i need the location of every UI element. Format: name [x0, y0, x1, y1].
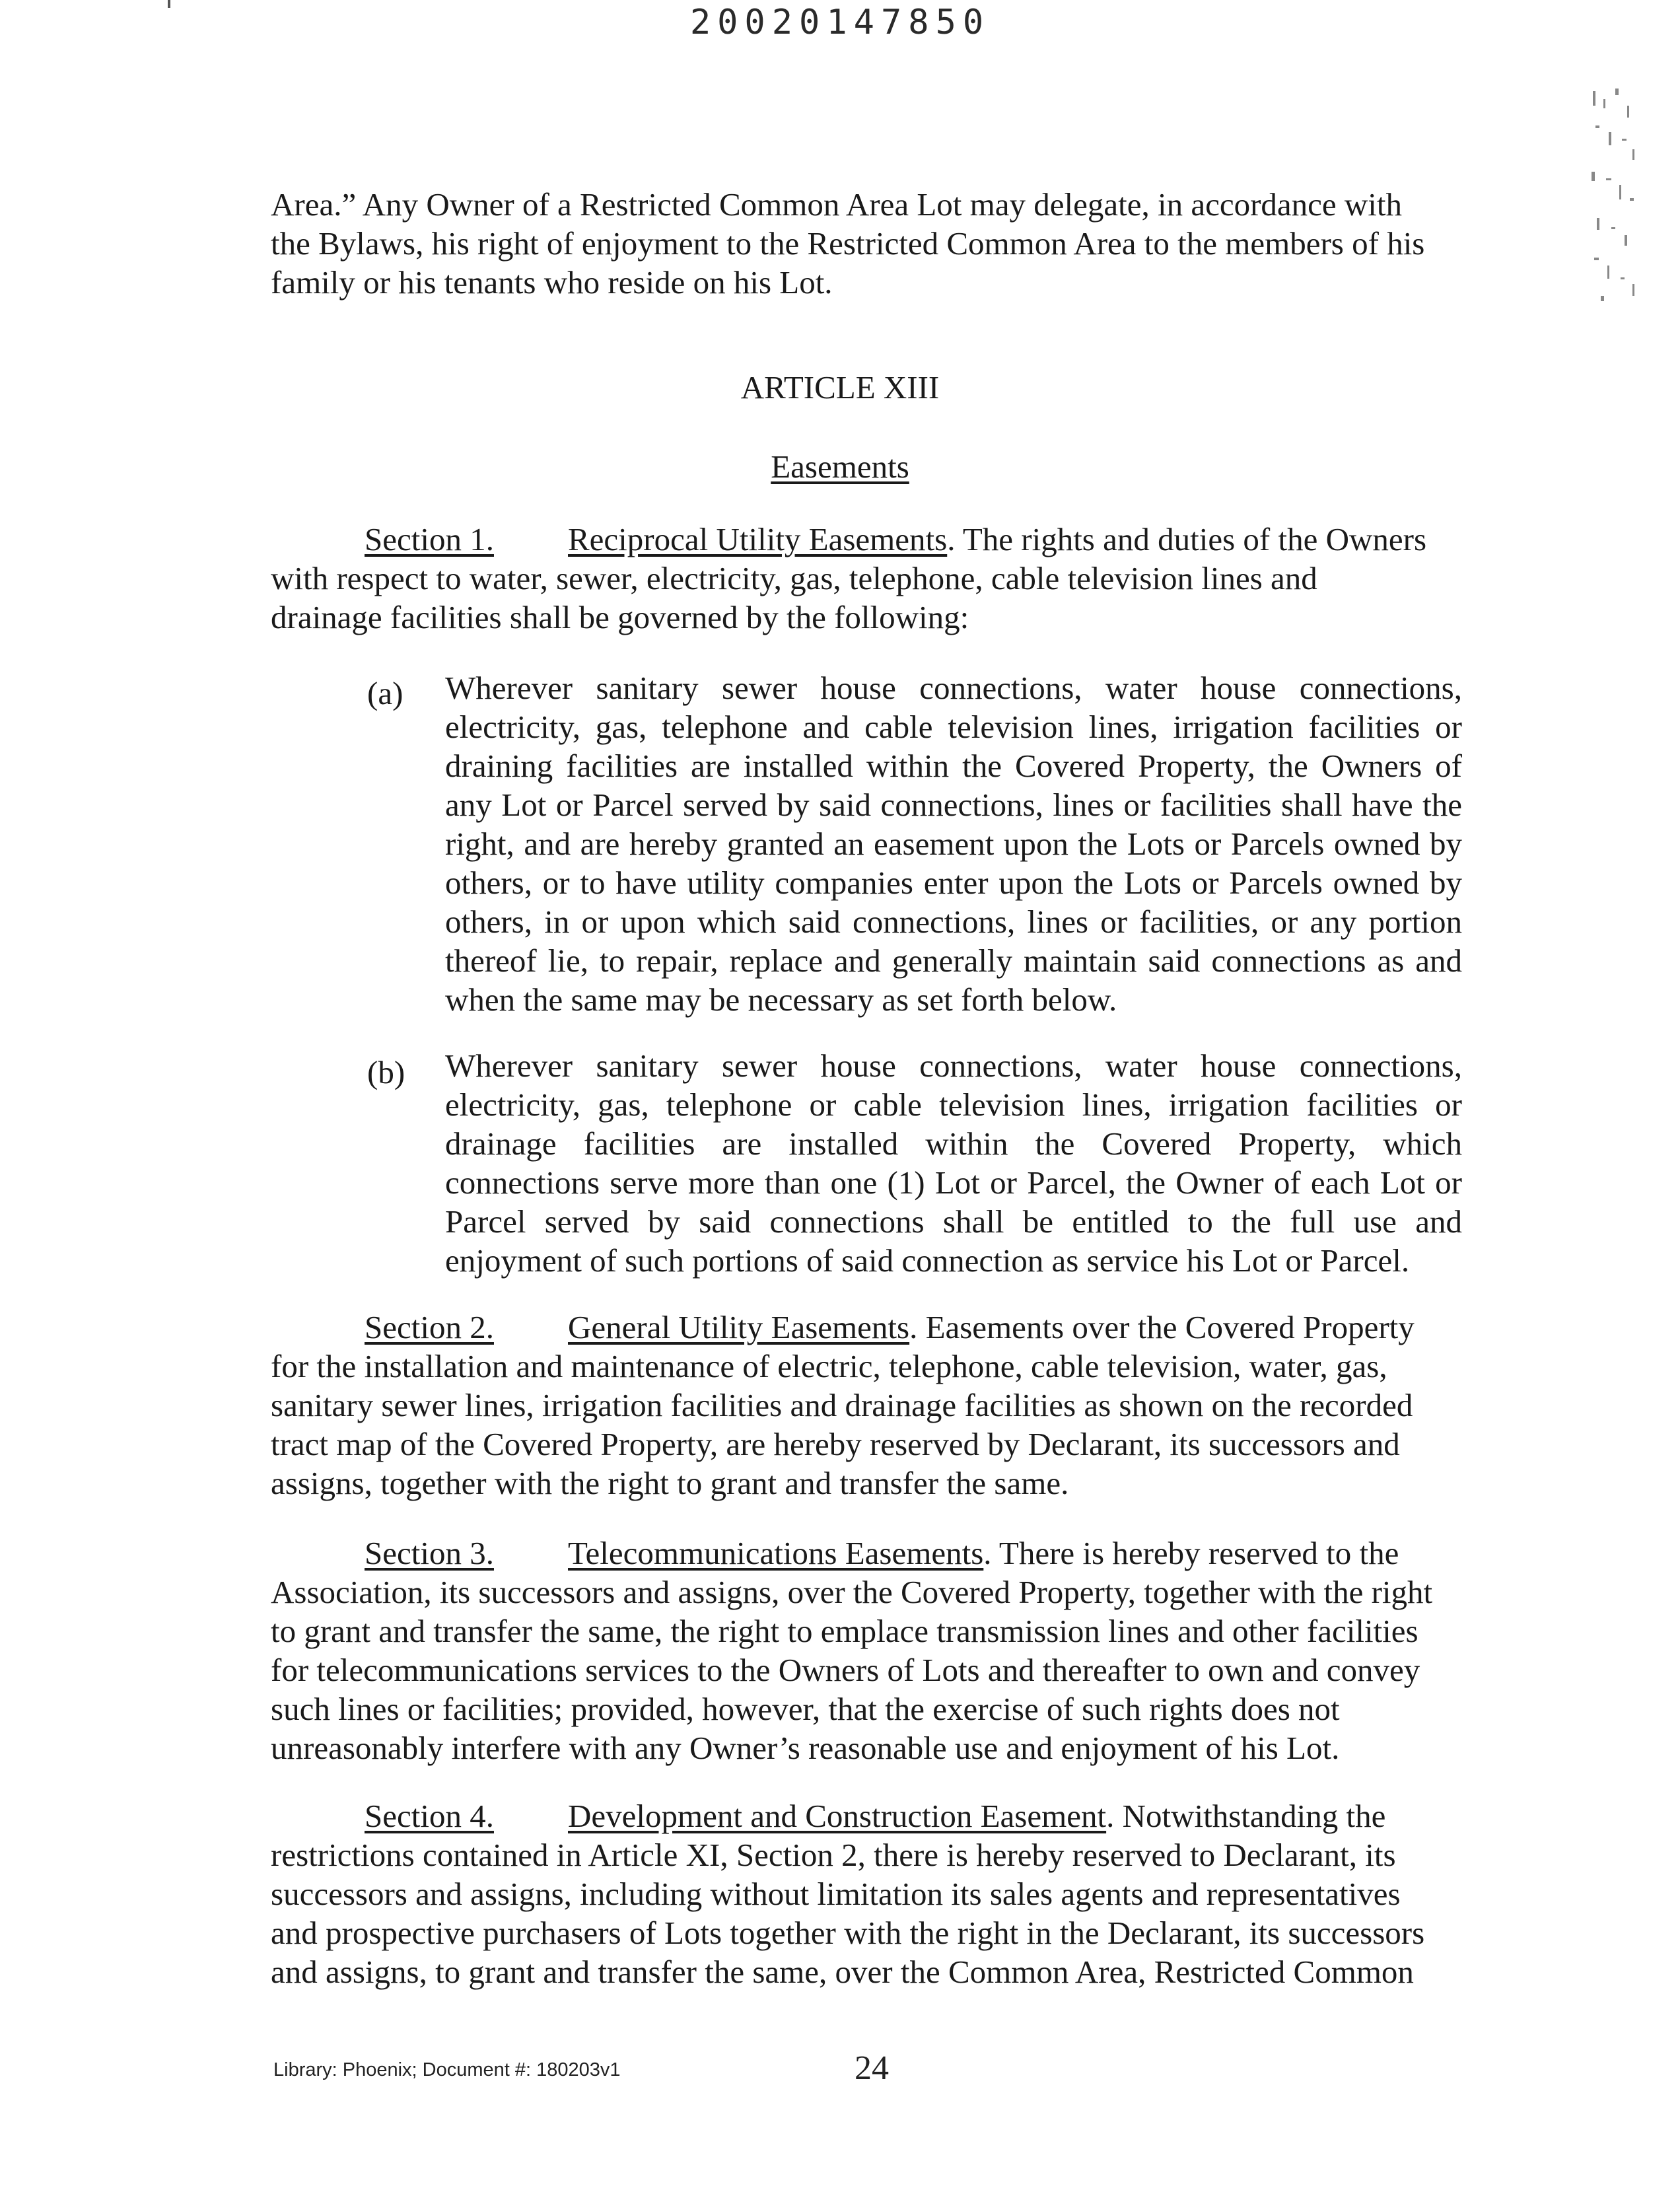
section-4-title: Development and Construction Easement — [568, 1798, 1107, 1834]
section-2-body: for the installation and maintenance of electric, telephone, cable television, water, gas, sanitary sewer lines, irrigation facilities and drainage facilities as shown on the recorded tract map of the Covered Property, are hereby reserved by Declarant, its successors and assigns, together with the right to grant and transfer the same. — [271, 1348, 1413, 1501]
item-b-label: (b) — [367, 1054, 405, 1090]
section-3-title: Telecommunications Easements — [568, 1535, 984, 1571]
section-3-number: Section 3. — [365, 1535, 494, 1571]
section-1-number: Section 1. — [365, 521, 494, 557]
item-a-label: (a) — [367, 675, 403, 711]
section-2-number: Section 2. — [365, 1309, 494, 1345]
carryover-paragraph: Area.” Any Owner of a Restricted Common Area Lot may delegate, in accordance with the Bylaws, his right of enjoyment to the Restricted Common Area to the members of his family or his tenants who reside on his Lot. — [271, 186, 1425, 301]
section-4-lead: . Notwithstanding the — [1106, 1798, 1386, 1834]
section-4-body: restrictions contained in Article XI, Section 2, there is hereby reserved to Declarant, its successors and assigns, including without limitation its sales agents and representatives and prospective purchasers of Lots together with the right in the Declarant, its successors and assigns, to grant and transfer the same, over the Common Area, Restricted Common — [271, 1837, 1425, 1990]
item-a-text: Wherever sanitary sewer house connections, water house connections, electricity, gas, telephone and cable television lines, irrigation facilities or draining facilities are installed within the Covered Property, the Owners of any Lot or Parcel served by said connections, lines or facilities shall have the right, and are hereby granted an easement upon the Lots or Parcels owned by others, or to have utility companies enter upon the Lots or Parcels owned by others, in or upon which said connections, lines or facilities, or any portion thereof lie, to repair, replace and generally maintain said connections as and when the same may be necessary as set forth below. — [445, 670, 1462, 1018]
scan-edge-noise — [1589, 86, 1642, 310]
section-4-number: Section 4. — [365, 1798, 494, 1834]
article-subheading: Easements — [771, 448, 909, 485]
page-number: 24 — [855, 2049, 889, 2087]
section-1-body: with respect to water, sewer, electricity, gas, telephone, cable television lines and drainage facilities shall be governed by the following: — [271, 560, 1317, 635]
footer-library-reference: Library: Phoenix; Document #: 180203v1 — [273, 2059, 621, 2080]
item-b-text: Wherever sanitary sewer house connections, water house connections, electricity, gas, telephone or cable television lines, irrigation facilities or drainage facilities are installed within the Covered Property, which connections serve more than one (1) Lot or Parcel, the Owner of each Lot or Parcel served by said connections shall be entitled to the full use and enjoyment of such portions of said connection as service his Lot or Parcel. — [445, 1047, 1462, 1279]
section-3-lead: . There is hereby reserved to the — [983, 1535, 1399, 1571]
section-1-lead: . The rights and duties of the Owners — [947, 521, 1427, 557]
scan-mark — [168, 0, 170, 8]
document-number-stamp: 20020147850 — [689, 3, 991, 42]
section-1-title: Reciprocal Utility Easements — [568, 521, 948, 557]
section-3-body: Association, its successors and assigns, over the Covered Property, together with the right to grant and transfer the same, the right to emplace transmission lines and other facilities for telecommunications services to the Owners of Lots and thereafter to own and convey such lines or facilities; provided, however, that the exercise of such rights does not unreasonably interfere with any Owner’s reasonable use and enjoyment of his Lot. — [271, 1574, 1433, 1766]
section-2-title: General Utility Easements — [568, 1309, 910, 1345]
section-2-lead: . Easements over the Covered Property — [909, 1309, 1415, 1345]
article-heading: ARTICLE XIII — [740, 369, 940, 406]
